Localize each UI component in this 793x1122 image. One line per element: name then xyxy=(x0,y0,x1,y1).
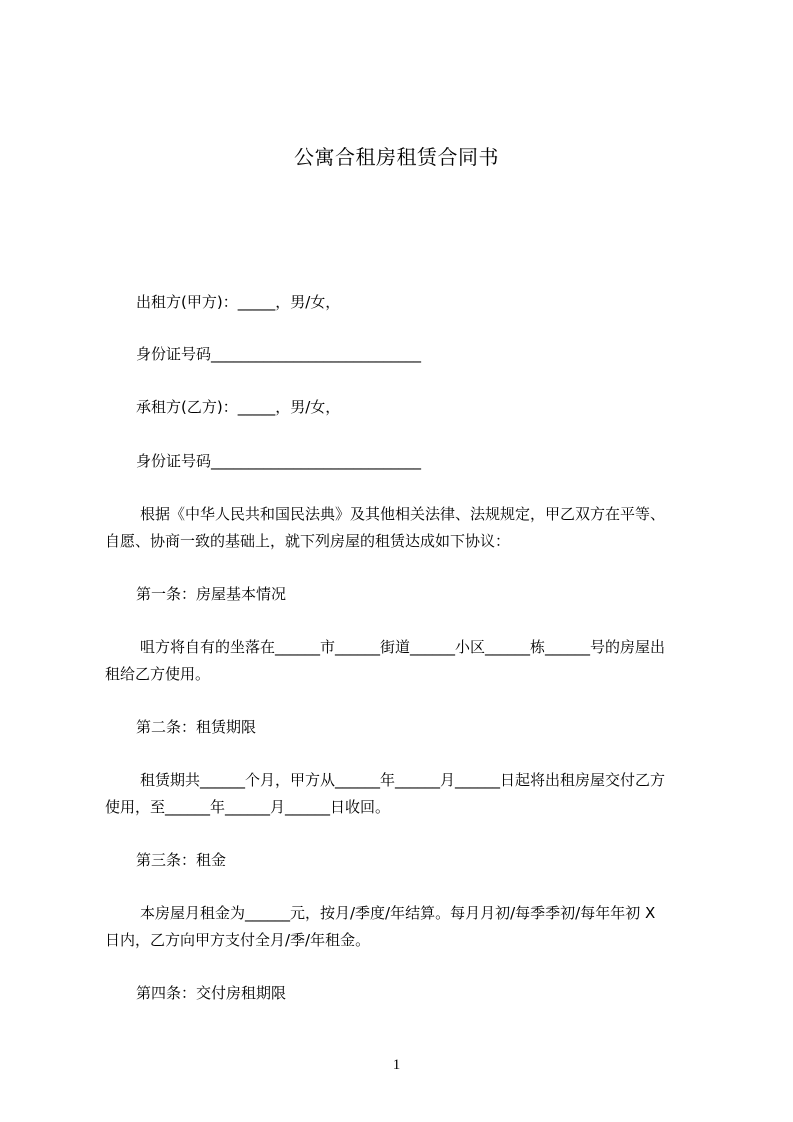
preamble-line-2: 自愿、协商一致的基础上，就下列房屋的租赁达成如下协议： xyxy=(105,532,511,550)
article-3-line-2: 日内，乙方向甲方支付全月/季/年租金。 xyxy=(105,931,371,949)
article-2-line-2: 使用，至______年______月______日收回。 xyxy=(105,798,391,816)
page-number: 1 xyxy=(392,1057,401,1073)
article-2-line-1: 租赁期共______个月，甲方从______年______月______日起将出租房屋交付乙方 xyxy=(140,771,666,789)
article-1-line-1: 咀方将自有的坐落在______市______街道______小区______栋______号的房屋出 xyxy=(140,638,666,656)
lessee-id-line: 身份证号码____________________________ xyxy=(136,452,422,470)
lessor-id-line: 身份证号码____________________________ xyxy=(136,345,422,363)
document-title: 公寓合租房租赁合同书 xyxy=(294,145,499,169)
article-2-heading: 第二条：租赁期限 xyxy=(136,718,257,736)
preamble-line-1: 根据《中华人民共和国民法典》及其他相关法律、法规规定，甲乙双方在平等、 xyxy=(140,505,666,523)
lessee-line: 承租方(乙方)：_____，男/女， xyxy=(136,398,341,416)
article-3-line-1: 本房屋月租金为______元，按月/季度/年结算。每月月初/每季季初/每年年初 X xyxy=(140,904,656,922)
article-3-heading: 第三条：租金 xyxy=(136,851,227,869)
lessor-line: 出租方(甲方)：_____，男/女， xyxy=(136,293,341,311)
article-4-heading: 第四条：交付房租期限 xyxy=(136,984,287,1002)
article-1-heading: 第一条：房屋基本情况 xyxy=(136,585,287,603)
article-1-line-2: 租给乙方使用。 xyxy=(105,665,211,683)
